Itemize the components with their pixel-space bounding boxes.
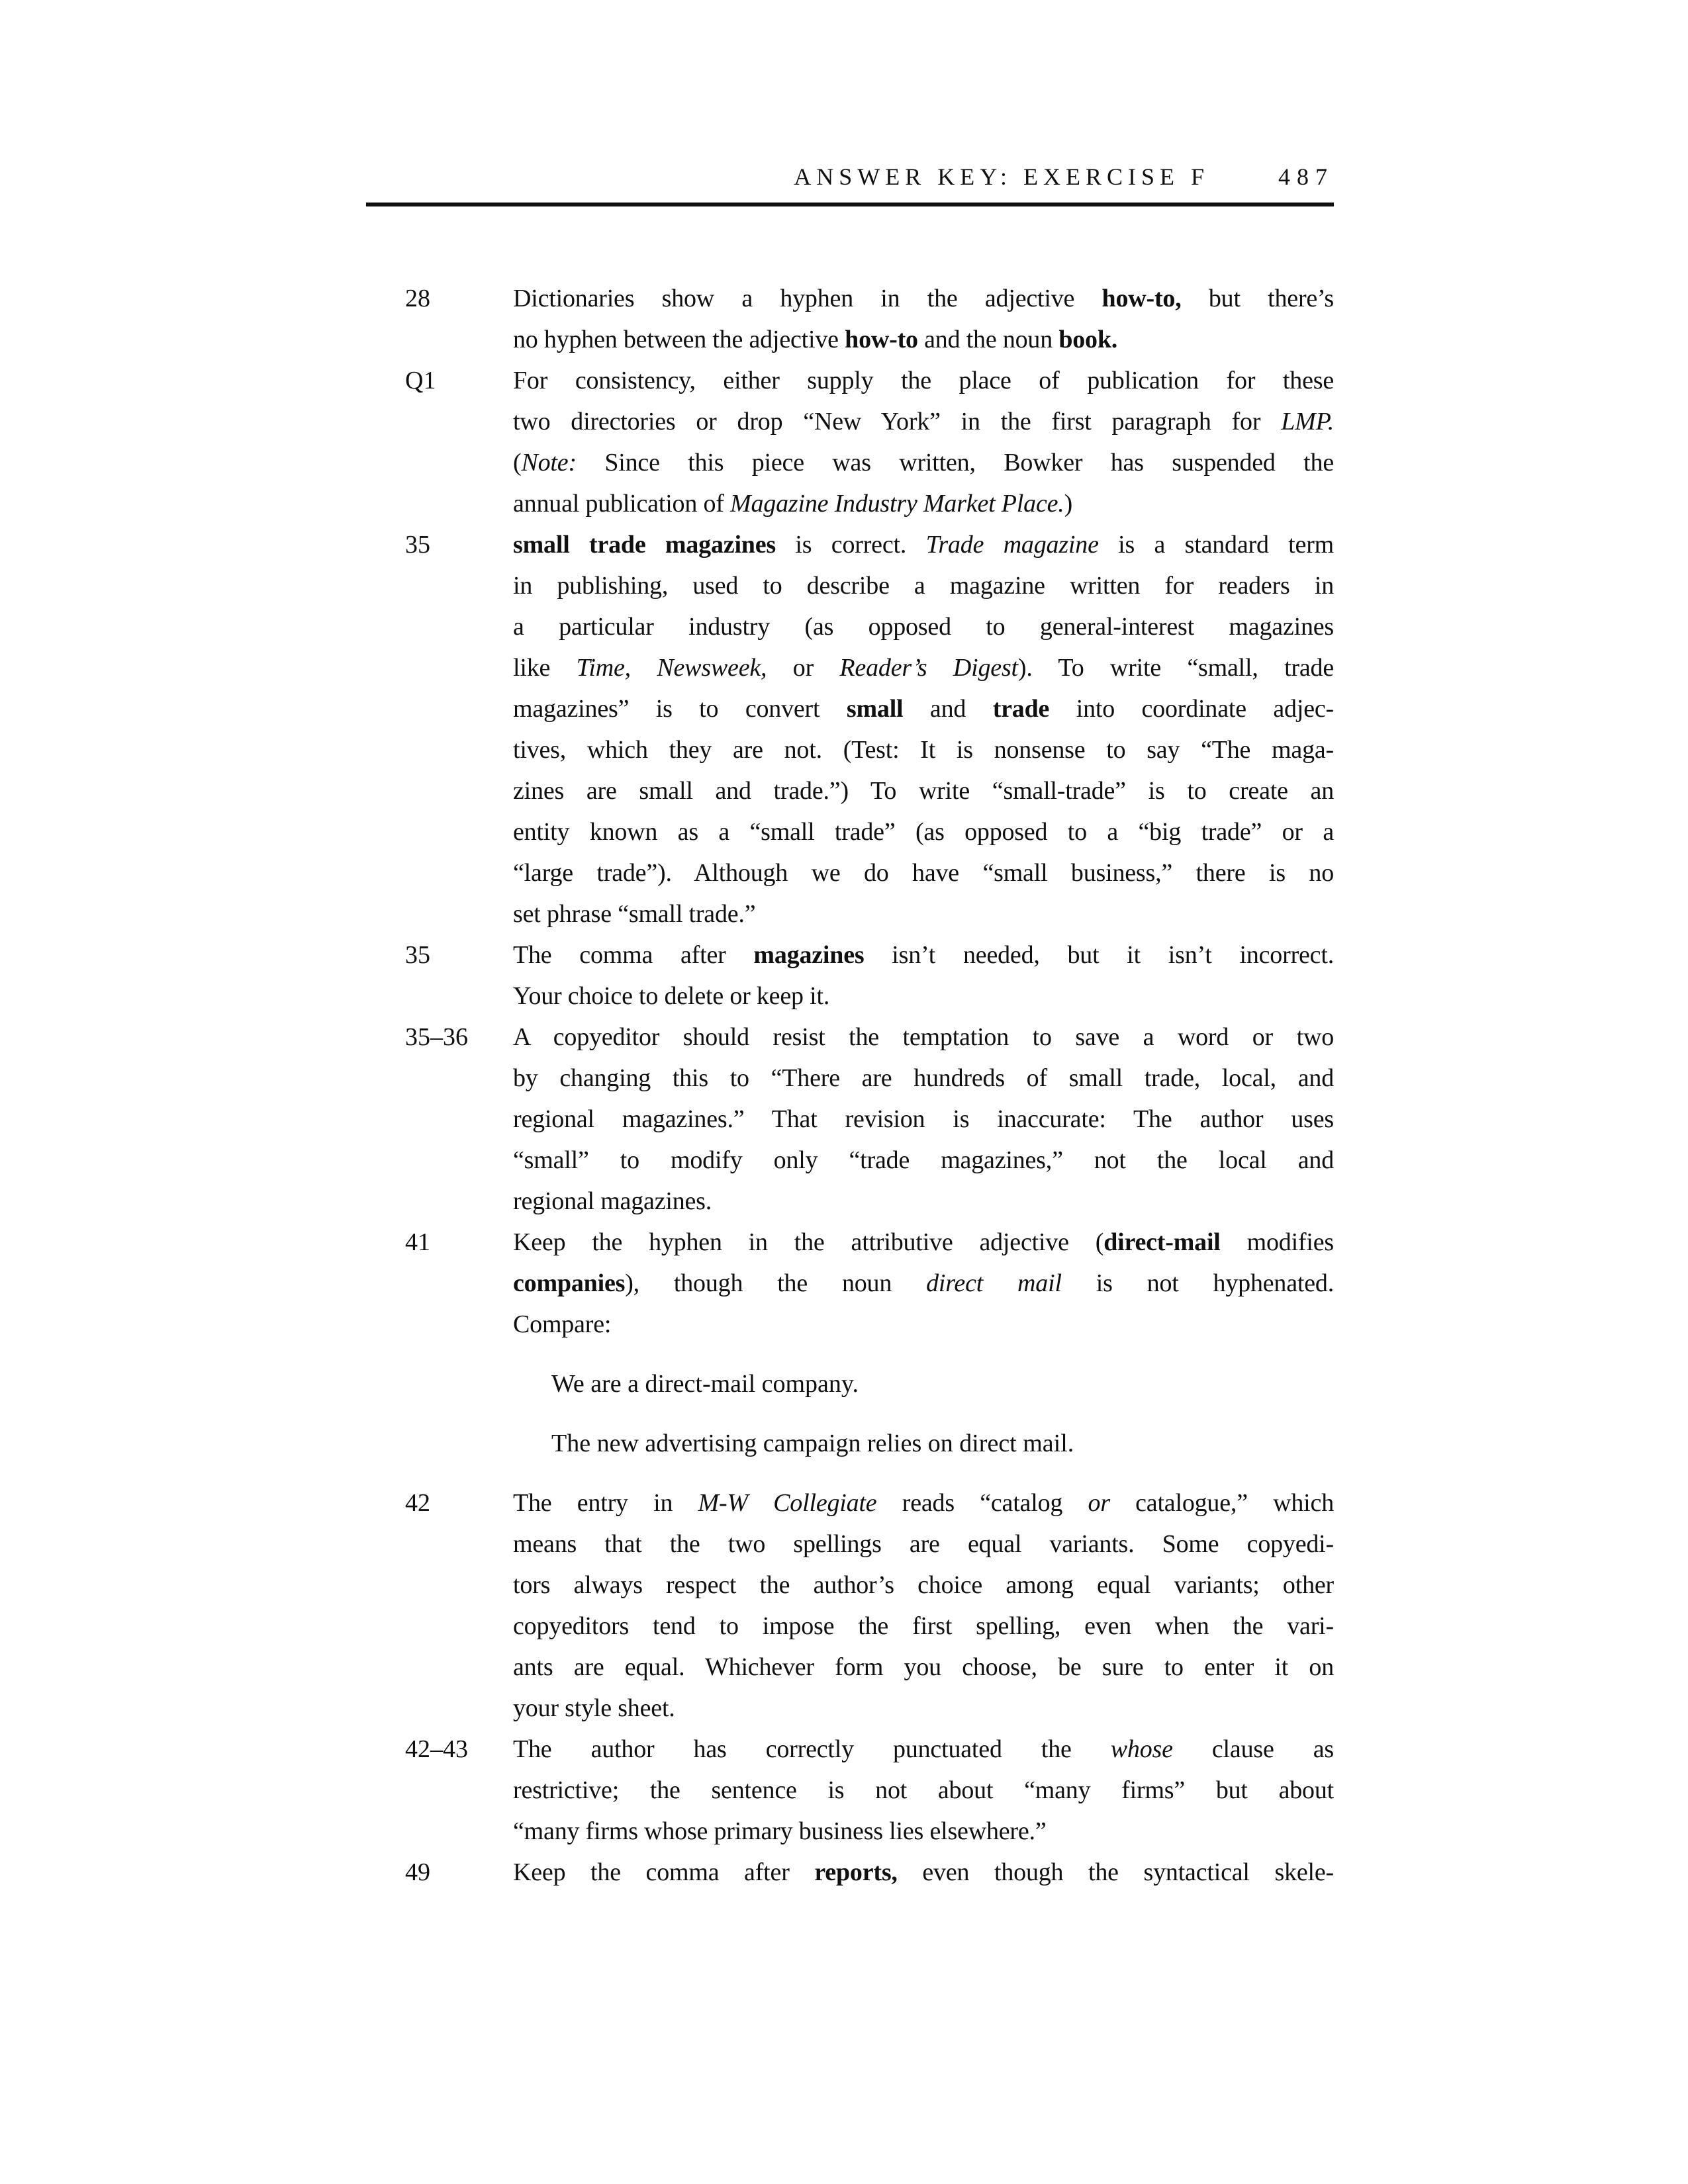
answer-entry (405, 934, 1334, 1017)
entry-text (513, 1222, 1334, 1345)
text-line: Dictionaries show a hyphen in the adjective how-to, but there’s (513, 285, 1335, 312)
answer-entry (405, 1222, 1334, 1345)
entry-line-number: 42–43 (405, 1735, 468, 1763)
text-line: restrictive; the sentence is not about “many firms” but about (513, 1776, 1334, 1804)
text-line: For consistency, either supply the place of publication for these (513, 367, 1334, 394)
text-line: in publishing, used to describe a magazine written for readers in (513, 572, 1334, 600)
answer-entry (405, 360, 1334, 524)
page-number: 487 (1278, 163, 1334, 190)
text-line: The comma after magazines isn’t needed, but it isn’t incorrect. (513, 941, 1335, 969)
text-line: A copyeditor should resist the temptation to save a word or two (513, 1023, 1334, 1051)
running-head-title: ANSWER KEY: EXERCISE F (794, 163, 1209, 190)
text-line: Keep the hyphen in the attributive adjective (direct-mail modifies (513, 1228, 1334, 1256)
answer-entry (405, 1852, 1334, 1893)
text-line: entity known as a “small trade” (as opposed to a “big trade” or a (513, 818, 1334, 846)
text-line: The author has correctly punctuated the whose clause as (513, 1735, 1334, 1763)
text-line: “large trade”). Although we do have “small business,” there is no (513, 859, 1334, 887)
answer-entry (405, 524, 1334, 934)
text-line: magazines” is to convert small and trade into coordinate adjec- (513, 695, 1334, 723)
entry-line-number: 35 (405, 531, 430, 559)
answer-key-entries (405, 278, 1334, 1893)
text-line: regional magazines. (513, 1187, 712, 1215)
answer-entry (405, 1017, 1334, 1222)
entry-line-number: 49 (405, 1858, 430, 1886)
entry-line-number: Q1 (405, 367, 436, 394)
text-line: a particular industry (as opposed to general-interest magazines (513, 613, 1334, 641)
text-line: regional magazines.” That revision is inaccurate: The author uses (513, 1105, 1334, 1133)
entry-text (513, 934, 1334, 1017)
answer-entry (405, 278, 1334, 360)
text-line: like Time, Newsweek, or Reader’s Digest). To write “small, trade (513, 654, 1335, 682)
example-sentence: We are a direct-mail company. (551, 1370, 859, 1398)
text-line: companies), though the noun direct mail is not hyphenated. (513, 1269, 1334, 1297)
entry-text (513, 1482, 1334, 1729)
text-line: Your choice to delete or keep it. (513, 982, 830, 1010)
entry-text (513, 1852, 1334, 1893)
entry-line-number: 28 (405, 285, 430, 312)
text-line: copyeditors tend to impose the first spelling, even when the vari- (513, 1612, 1334, 1640)
entry-line-number: 42 (405, 1489, 430, 1517)
entry-text (513, 278, 1334, 360)
entry-line-number: 35–36 (405, 1023, 468, 1051)
entry-text (513, 360, 1334, 524)
text-line: “small” to modify only “trade magazines,” not the local and (513, 1146, 1334, 1174)
running-header (366, 163, 1334, 191)
text-line: means that the two spellings are equal variants. Some copyedi- (513, 1530, 1334, 1558)
text-line: annual publication of Magazine Industry Market Place.) (513, 490, 1073, 518)
header-divider-rule (366, 203, 1334, 206)
text-line: by changing this to “There are hundreds of small trade, local, and (513, 1064, 1334, 1092)
text-line: ants are equal. Whichever form you choose, be sure to enter it on (513, 1653, 1334, 1681)
text-line: “many firms whose primary business lies elsewhere.” (513, 1817, 1047, 1845)
text-line: small trade magazines is correct. Trade magazine is a standard term (513, 531, 1335, 559)
example-sentence: The new advertising campaign relies on direct mail. (551, 1430, 1074, 1457)
entry-line-number: 41 (405, 1228, 430, 1256)
text-line: Compare: (513, 1310, 612, 1338)
entry-line-number: 35 (405, 941, 430, 969)
entry-text (513, 524, 1334, 934)
entry-text (513, 1017, 1334, 1222)
entry-text (513, 1729, 1334, 1852)
text-line: zines are small and trade.”) To write “small-trade” is to create an (513, 777, 1334, 805)
text-line: tives, which they are not. (Test: It is nonsense to say “The maga- (513, 736, 1334, 764)
text-line: Keep the comma after reports, even though the syntactical skele- (513, 1858, 1334, 1886)
text-line: tors always respect the author’s choice among equal variants; other (513, 1571, 1334, 1599)
text-line: The entry in M-W Collegiate reads “catalog or catalogue,” which (513, 1489, 1334, 1517)
text-line: (Note: Since this piece was written, Bowker has suspended the (513, 449, 1334, 477)
text-line: two directories or drop “New York” in the first paragraph for LMP. (513, 408, 1334, 435)
text-line: set phrase “small trade.” (513, 900, 756, 928)
text-line: your style sheet. (513, 1694, 675, 1722)
answer-entry (405, 1729, 1334, 1852)
answer-entry (405, 1482, 1334, 1729)
text-line: no hyphen between the adjective how-to and the noun book. (513, 326, 1118, 353)
